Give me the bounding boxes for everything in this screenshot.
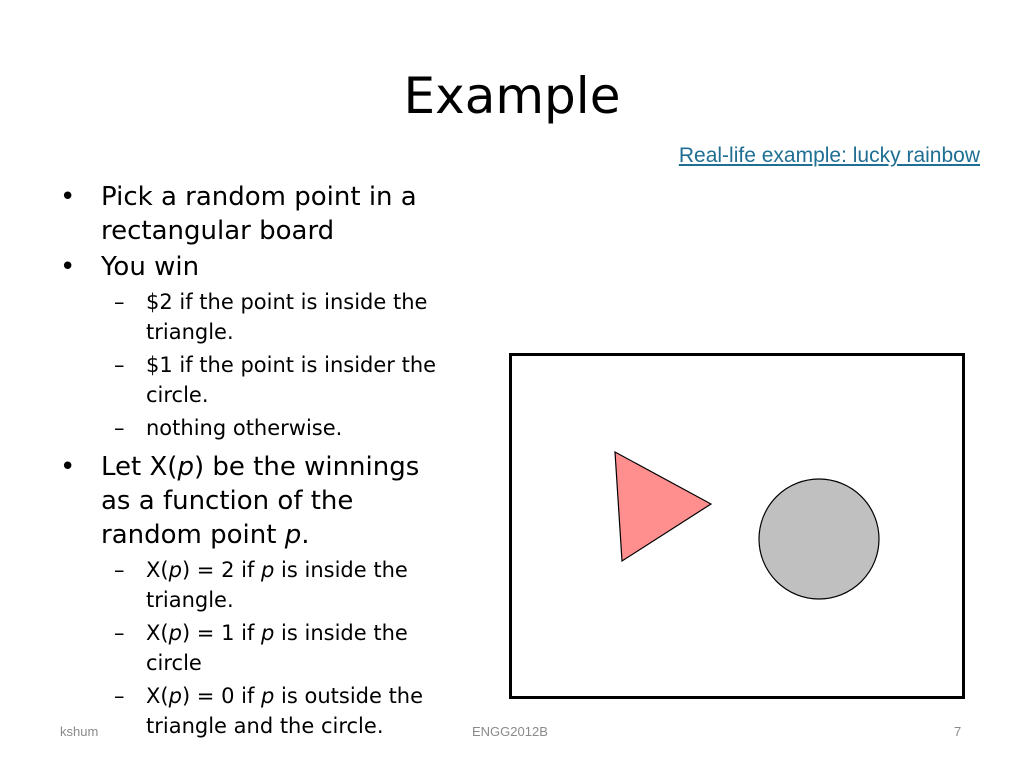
dash-marker: –	[114, 558, 125, 582]
lucky-rainbow-link[interactable]: Real-life example: lucky rainbow	[678, 144, 980, 167]
bullet-item	[58, 250, 498, 284]
rectangular-board	[509, 353, 965, 699]
bullet-text-line: as a function of the	[101, 486, 354, 516]
sub-bullet-item	[58, 287, 498, 347]
bullet-marker: •	[60, 182, 76, 212]
bullet-item	[58, 180, 498, 248]
slide-title: Example	[403, 67, 621, 125]
sub-bullet-text-line: X(p) = 2 if p is inside the	[146, 558, 408, 582]
bullet-marker: •	[60, 452, 76, 482]
bullet-text-line: random point p.	[101, 520, 310, 550]
sub-bullet-text-line: circle	[146, 651, 202, 675]
bullet-marker: •	[60, 252, 76, 282]
sub-bullet-text-line: triangle and the circle.	[146, 714, 384, 738]
sub-bullet-text: nothing otherwise.	[146, 416, 343, 440]
sub-bullet-text-line: X(p) = 1 if p is inside the	[146, 621, 408, 645]
triangle-shape	[615, 452, 711, 561]
dash-marker: –	[114, 353, 125, 377]
bullet-text: You win	[101, 252, 200, 282]
dash-marker: –	[114, 416, 125, 440]
sub-bullet-item	[58, 413, 498, 443]
sub-bullet-item	[58, 350, 498, 410]
dash-marker: –	[114, 684, 125, 708]
bullet-text-line: Let X(p) be the winnings	[101, 452, 420, 482]
dash-marker: –	[114, 621, 125, 645]
sub-bullet-text: $2 if the point is inside the triangle.	[146, 290, 428, 344]
footer-course: ENGG2012B	[472, 724, 548, 739]
footer-author: kshum	[60, 724, 99, 739]
sub-bullet-item	[58, 681, 498, 741]
board-figure	[512, 356, 962, 696]
sub-bullet-item	[58, 555, 498, 615]
sub-bullet-text: $1 if the point is insider the circle.	[146, 353, 437, 407]
slide-content	[58, 180, 498, 744]
sub-bullet-text-line: triangle.	[146, 588, 234, 612]
sub-bullet-text-line: X(p) = 0 if p is outside the	[146, 684, 424, 708]
dash-marker: –	[114, 290, 125, 314]
bullet-item	[58, 450, 498, 552]
sub-bullet-item	[58, 618, 498, 678]
bullet-text: Pick a random point in a rectangular board	[101, 182, 417, 246]
circle-shape	[759, 479, 879, 599]
footer-page-number: 7	[954, 724, 962, 739]
